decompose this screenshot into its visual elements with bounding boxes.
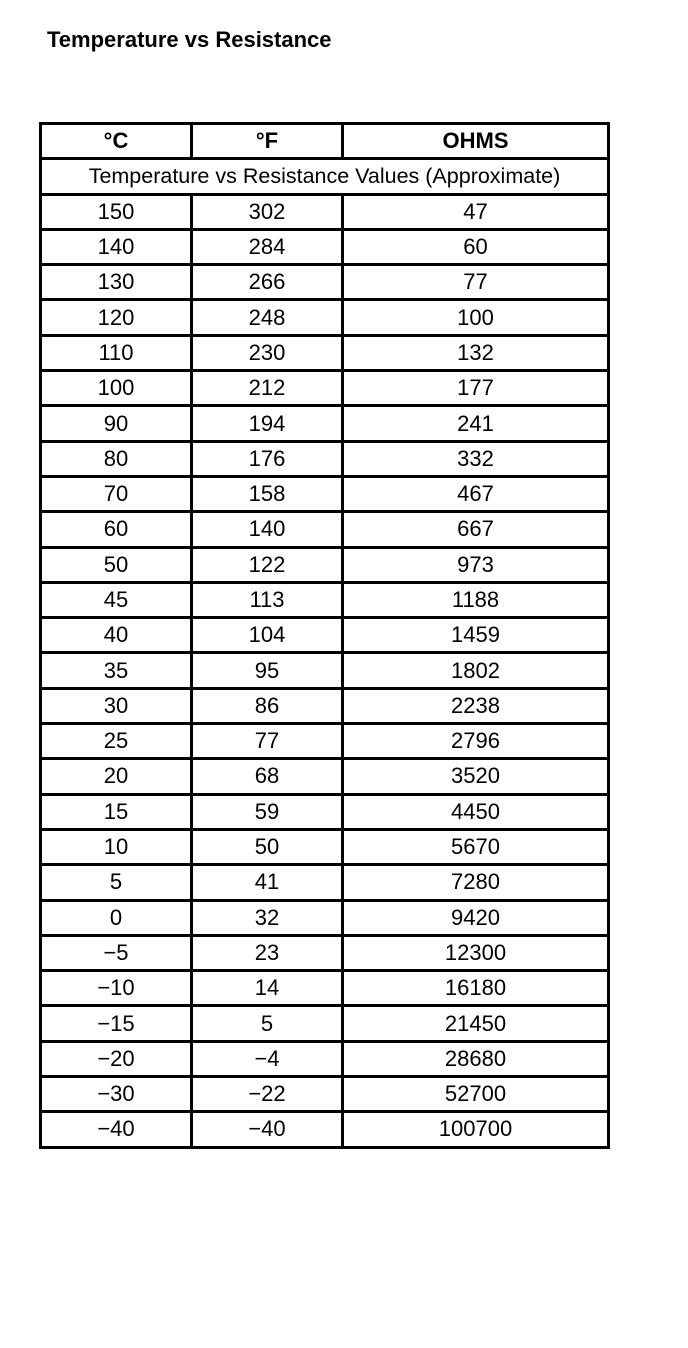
ohms-cell: 7280 xyxy=(343,865,609,900)
celsius-cell: −5 xyxy=(41,935,192,970)
column-header-ohms: OHMS xyxy=(343,124,609,159)
celsius-cell: 60 xyxy=(41,512,192,547)
ohms-cell: 973 xyxy=(343,547,609,582)
fahrenheit-cell: 23 xyxy=(192,935,343,970)
column-header-fahrenheit: °F xyxy=(192,124,343,159)
celsius-cell: 120 xyxy=(41,300,192,335)
celsius-cell: 25 xyxy=(41,724,192,759)
fahrenheit-cell: 230 xyxy=(192,335,343,370)
ohms-cell: 60 xyxy=(343,229,609,264)
fahrenheit-cell: 284 xyxy=(192,229,343,264)
celsius-cell: 0 xyxy=(41,900,192,935)
table-row xyxy=(41,265,609,300)
table-row xyxy=(41,829,609,864)
fahrenheit-cell: 194 xyxy=(192,406,343,441)
fahrenheit-cell: 5 xyxy=(192,1006,343,1041)
table-row xyxy=(41,512,609,547)
table-row xyxy=(41,653,609,688)
fahrenheit-cell: 140 xyxy=(192,512,343,547)
ohms-cell: 4450 xyxy=(343,794,609,829)
ohms-cell: 28680 xyxy=(343,1041,609,1076)
table-row xyxy=(41,759,609,794)
celsius-cell: −40 xyxy=(41,1112,192,1147)
ohms-cell: 3520 xyxy=(343,759,609,794)
table-row xyxy=(41,1077,609,1112)
ohms-cell: 667 xyxy=(343,512,609,547)
fahrenheit-cell: 212 xyxy=(192,371,343,406)
table-row xyxy=(41,406,609,441)
celsius-cell: −15 xyxy=(41,1006,192,1041)
celsius-cell: 70 xyxy=(41,476,192,511)
table-row xyxy=(41,1112,609,1147)
celsius-cell: 10 xyxy=(41,829,192,864)
fahrenheit-cell: 77 xyxy=(192,724,343,759)
fahrenheit-cell: −22 xyxy=(192,1077,343,1112)
celsius-cell: 30 xyxy=(41,688,192,723)
ohms-cell: 1188 xyxy=(343,582,609,617)
celsius-cell: 40 xyxy=(41,618,192,653)
ohms-cell: 1802 xyxy=(343,653,609,688)
table-row xyxy=(41,300,609,335)
celsius-cell: −10 xyxy=(41,971,192,1006)
celsius-cell: 15 xyxy=(41,794,192,829)
fahrenheit-cell: 158 xyxy=(192,476,343,511)
fahrenheit-cell: 302 xyxy=(192,194,343,229)
column-header-celsius: °C xyxy=(41,124,192,159)
fahrenheit-cell: 86 xyxy=(192,688,343,723)
table-row xyxy=(41,441,609,476)
celsius-cell: 130 xyxy=(41,265,192,300)
table-row xyxy=(41,618,609,653)
table-row xyxy=(41,724,609,759)
ohms-cell: 132 xyxy=(343,335,609,370)
table-body xyxy=(41,159,609,1147)
ohms-cell: 16180 xyxy=(343,971,609,1006)
ohms-cell: 1459 xyxy=(343,618,609,653)
celsius-cell: 35 xyxy=(41,653,192,688)
document-title: Temperature vs Resistance xyxy=(47,27,332,52)
celsius-cell: 45 xyxy=(41,582,192,617)
ohms-cell: 332 xyxy=(343,441,609,476)
ohms-cell: 47 xyxy=(343,194,609,229)
ohms-cell: 100 xyxy=(343,300,609,335)
ohms-cell: 467 xyxy=(343,476,609,511)
fahrenheit-cell: −4 xyxy=(192,1041,343,1076)
ohms-cell: 12300 xyxy=(343,935,609,970)
celsius-cell: 90 xyxy=(41,406,192,441)
table-subheader-row xyxy=(41,159,609,194)
table-row xyxy=(41,935,609,970)
ohms-cell: 9420 xyxy=(343,900,609,935)
ohms-cell: 77 xyxy=(343,265,609,300)
table-row xyxy=(41,688,609,723)
ohms-cell: 241 xyxy=(343,406,609,441)
fahrenheit-cell: 68 xyxy=(192,759,343,794)
ohms-cell: 100700 xyxy=(343,1112,609,1147)
celsius-cell: 20 xyxy=(41,759,192,794)
fahrenheit-cell: 248 xyxy=(192,300,343,335)
fahrenheit-cell: 32 xyxy=(192,900,343,935)
table-row xyxy=(41,229,609,264)
temperature-resistance-table xyxy=(39,122,610,1149)
table-row xyxy=(41,476,609,511)
fahrenheit-cell: 95 xyxy=(192,653,343,688)
table-row xyxy=(41,582,609,617)
fahrenheit-cell: 59 xyxy=(192,794,343,829)
fahrenheit-cell: 50 xyxy=(192,829,343,864)
ohms-cell: 2238 xyxy=(343,688,609,723)
table-header-row xyxy=(41,124,609,159)
fahrenheit-cell: 122 xyxy=(192,547,343,582)
celsius-cell: 150 xyxy=(41,194,192,229)
fahrenheit-cell: 14 xyxy=(192,971,343,1006)
table-row xyxy=(41,371,609,406)
fahrenheit-cell: 266 xyxy=(192,265,343,300)
celsius-cell: −30 xyxy=(41,1077,192,1112)
celsius-cell: 80 xyxy=(41,441,192,476)
ohms-cell: 52700 xyxy=(343,1077,609,1112)
celsius-cell: 5 xyxy=(41,865,192,900)
table-row xyxy=(41,547,609,582)
fahrenheit-cell: 41 xyxy=(192,865,343,900)
fahrenheit-cell: 176 xyxy=(192,441,343,476)
fahrenheit-cell: −40 xyxy=(192,1112,343,1147)
table-row xyxy=(41,1041,609,1076)
celsius-cell: 100 xyxy=(41,371,192,406)
fahrenheit-cell: 104 xyxy=(192,618,343,653)
table-row xyxy=(41,194,609,229)
celsius-cell: 110 xyxy=(41,335,192,370)
fahrenheit-cell: 113 xyxy=(192,582,343,617)
table-row xyxy=(41,1006,609,1041)
ohms-cell: 5670 xyxy=(343,829,609,864)
table-row xyxy=(41,335,609,370)
table-subheader: Temperature vs Resistance Values (Approximate) xyxy=(41,159,609,194)
table-row xyxy=(41,971,609,1006)
table-row xyxy=(41,794,609,829)
ohms-cell: 2796 xyxy=(343,724,609,759)
table-row xyxy=(41,865,609,900)
ohms-cell: 177 xyxy=(343,371,609,406)
ohms-cell: 21450 xyxy=(343,1006,609,1041)
celsius-cell: −20 xyxy=(41,1041,192,1076)
celsius-cell: 50 xyxy=(41,547,192,582)
table-row xyxy=(41,900,609,935)
celsius-cell: 140 xyxy=(41,229,192,264)
